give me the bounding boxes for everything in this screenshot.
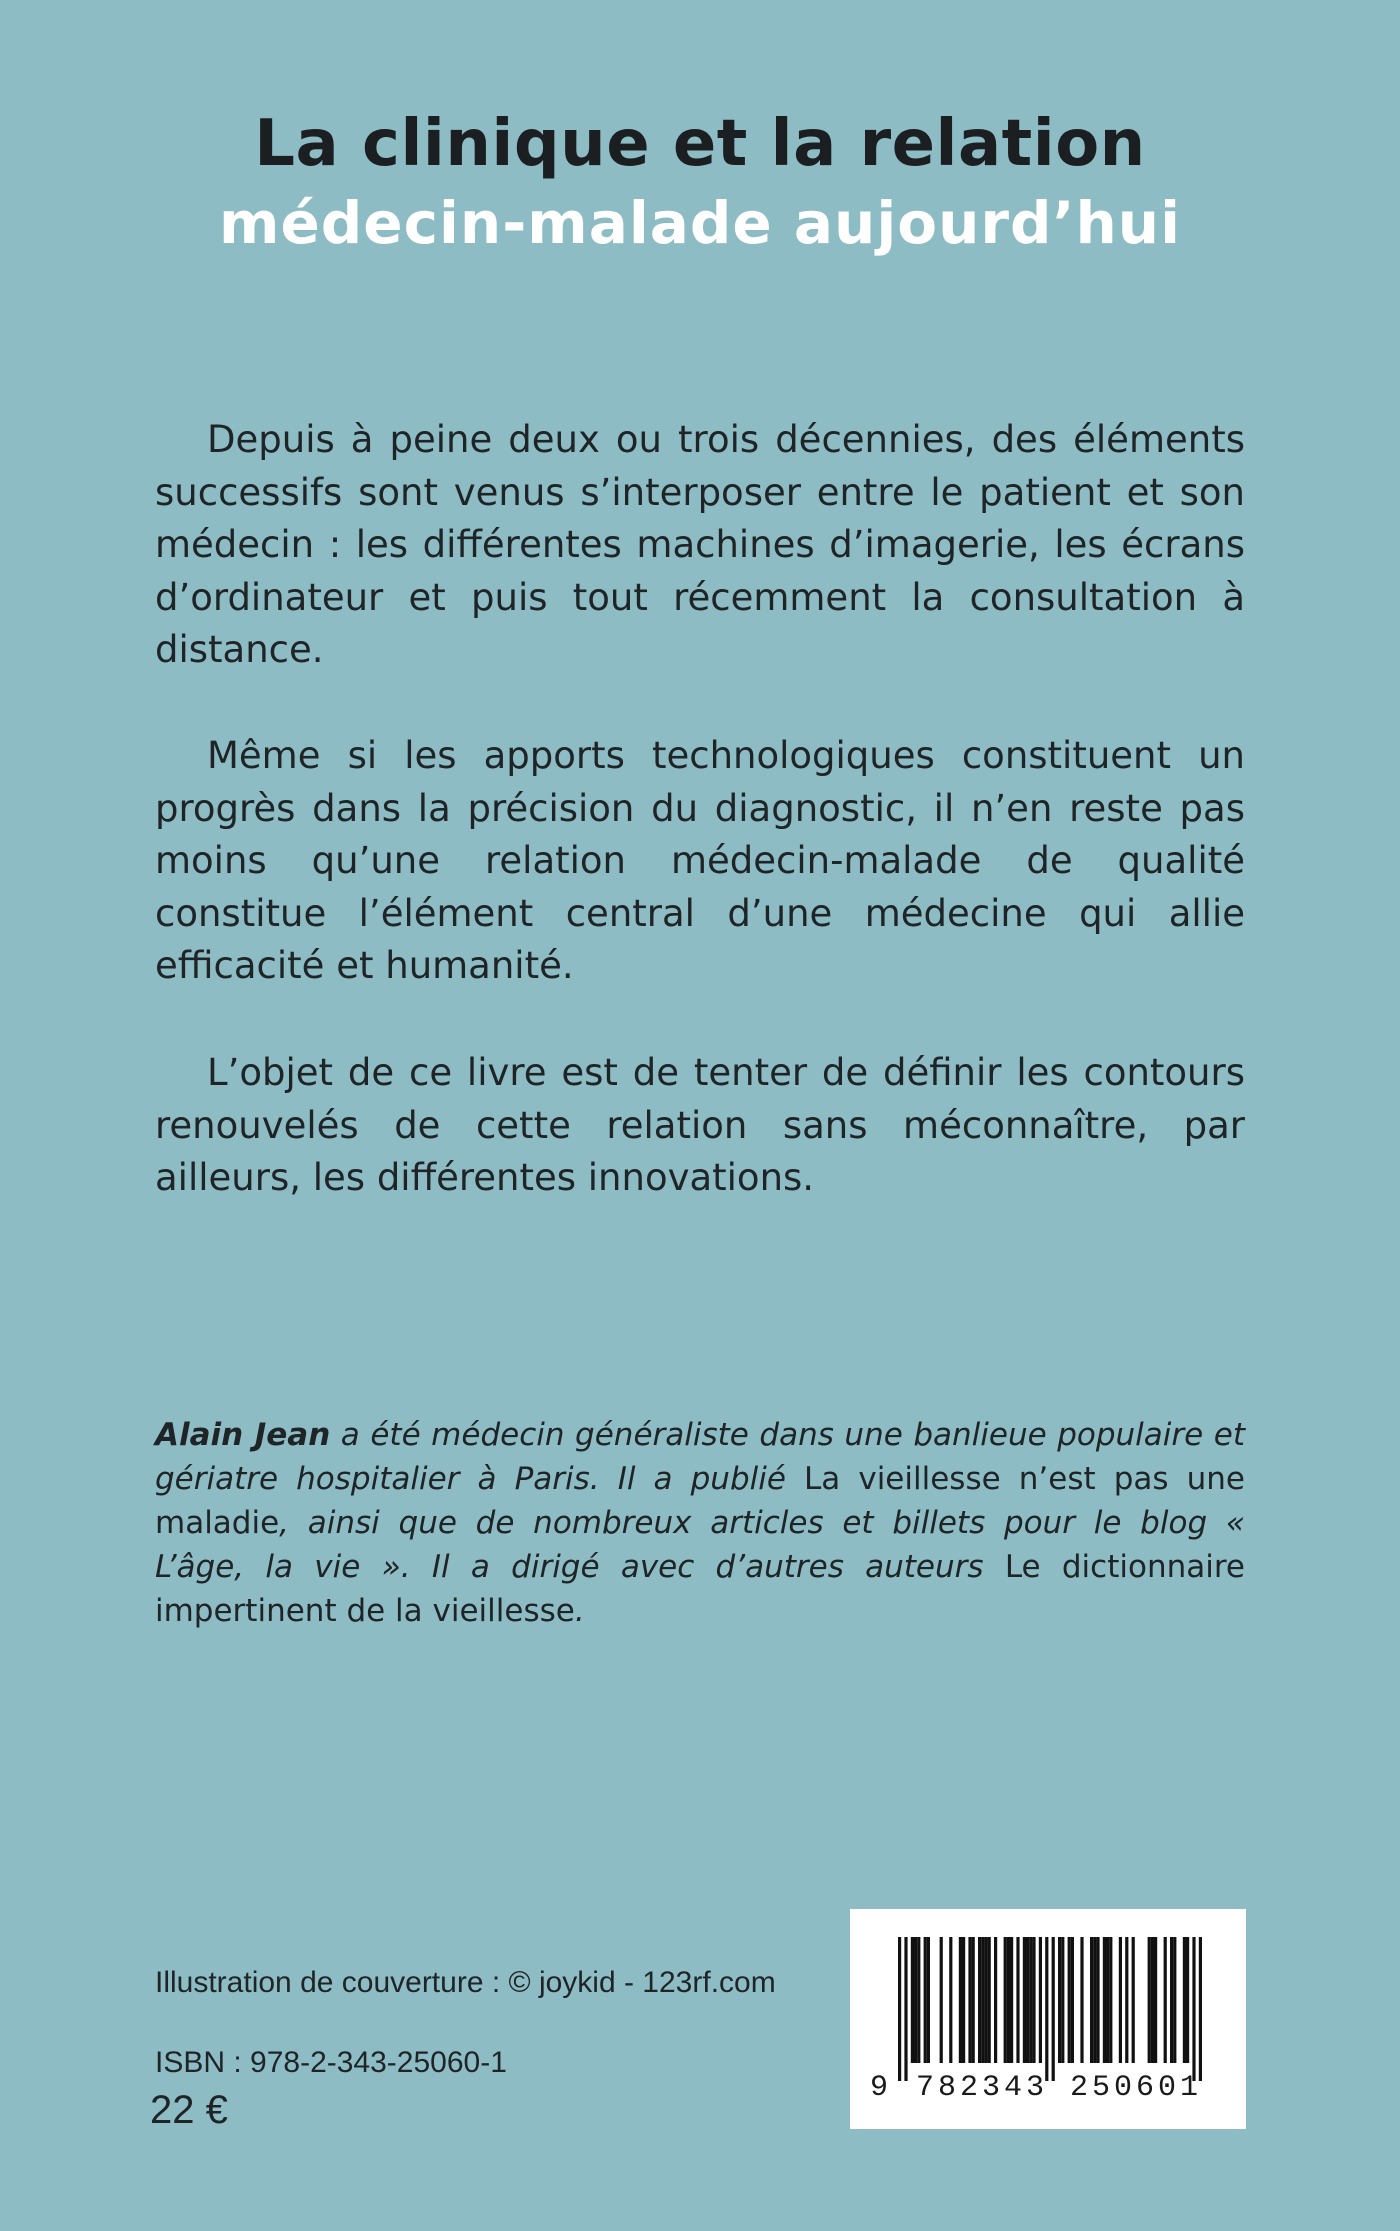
price: 22 € (150, 2088, 228, 2132)
barcode-bar (911, 1937, 914, 2063)
barcode-bar (1039, 1937, 1042, 2063)
barcode-bar (949, 1937, 952, 2063)
barcode-bar (927, 1937, 930, 2063)
author-bio-text-2: , ainsi que de nombreux articles et billets pour le blog « L’âge, la vie ». Il a dirigé avec d’autres auteurs (155, 1505, 1245, 1585)
barcode-bar (1061, 1937, 1064, 2063)
barcode-bar (1192, 1937, 1195, 2081)
barcode-bar (1164, 1937, 1167, 2063)
barcode-bar (914, 1937, 917, 2063)
summary-paragraph-2 (155, 730, 1245, 993)
barcode-bar (1183, 1937, 1186, 2063)
barcode-bar (1016, 1937, 1019, 2063)
barcode-bar (1080, 1937, 1083, 2063)
barcode-bar (1093, 1937, 1096, 2063)
barcode-left-digits: 782343 (916, 2071, 1049, 2105)
barcode-bar (1026, 1937, 1029, 2063)
barcode-bar (1132, 1937, 1135, 2063)
summary-paragraph-3 (155, 1047, 1245, 1205)
barcode-bar (962, 1937, 965, 2063)
barcode-bar (1071, 1937, 1074, 2063)
barcode-bar (1109, 1937, 1112, 2063)
barcode-bar (978, 1937, 981, 2063)
title-line-1: La clinique et la relation (254, 107, 1146, 181)
barcode-bar (1090, 1937, 1093, 2063)
barcode-bar (1010, 1937, 1013, 2063)
isbn: ISBN : 978-2-343-25060-1 (155, 2046, 507, 2079)
barcode-bar (1068, 1937, 1071, 2063)
barcode-bar (904, 1937, 907, 2081)
barcode-bar (1007, 1937, 1010, 2063)
author-bio (155, 1413, 1245, 1633)
summary-text-1: Depuis à peine deux ou trois décennies, des éléments successifs sont venus s’interposer entre le patient et son médecin : les différentes machines d’imagerie, les écrans d’ordinateur et puis tout récemment la consultation à distance. (155, 418, 1245, 671)
barcode-bar (1151, 1937, 1154, 2063)
barcode-bar (1106, 1937, 1109, 2063)
barcode-bar (1096, 1937, 1099, 2063)
barcode-bar (981, 1937, 984, 2063)
barcode-bar (1023, 1937, 1026, 2063)
barcode-bar (1032, 1937, 1035, 2063)
author-bio-text-1: a été médecin généraliste dans une banlieue populaire et gériatre hospitalier à Paris. Il a publié (155, 1417, 1245, 1497)
barcode-bar (1173, 1937, 1176, 2063)
barcode-bar (1004, 1937, 1007, 2063)
barcode-right-digits: 250601 (1070, 2071, 1203, 2105)
barcode-bar (968, 1937, 971, 2063)
author-book-2: Le dictionnaire impertinent de la vieillesse (155, 1549, 1245, 1629)
summary-paragraph-1 (155, 414, 1245, 677)
barcode-bar (959, 1937, 962, 2063)
author-bio-text-3: . (574, 1593, 585, 1629)
barcode-bar (940, 1937, 943, 2063)
barcode-bar (1154, 1937, 1157, 2063)
summary-text-2: Même si les apports technologiques constituent un progrès dans la précision du diagnostic, il n’en reste pas moins qu’une relation médecin-malade de qualité constitue l’élément central d’une médecine qui allie efficacité et humanité. (155, 734, 1245, 987)
barcode-bar (1058, 1937, 1061, 2063)
author-book-1: La vieillesse n’est pas une maladie (155, 1461, 1245, 1541)
title-line-2: médecin-malade aujourd’hui (219, 189, 1181, 257)
barcode-bar (1045, 1937, 1048, 2081)
author-name: Alain Jean (155, 1417, 331, 1453)
barcode-bar (924, 1937, 927, 2063)
book-title (0, 107, 1400, 257)
barcode-bar (1119, 1937, 1122, 2063)
barcode-bar (1103, 1937, 1106, 2063)
barcode-bar (1125, 1937, 1128, 2063)
barcode-bar (1052, 1937, 1055, 2081)
barcode-bar (972, 1937, 975, 2063)
barcode-bar (988, 1937, 991, 2063)
barcode-graphic (850, 1909, 1246, 2129)
barcode-first-digit: 9 (870, 2071, 889, 2105)
barcode-bar (898, 1937, 901, 2081)
barcode-bar (1029, 1937, 1032, 2063)
cover-credit: Illustration de couverture : © joykid - 123rf.com (155, 1966, 776, 1999)
barcode-bars (898, 1937, 1202, 2081)
barcode-bar (1148, 1937, 1151, 2063)
barcode-bar (917, 1937, 920, 2063)
summary-text-3: L’objet de ce livre est de tenter de définir les contours renouvelés de cette relation sans méconnaître, par ailleurs, les différentes innovations. (155, 1051, 1245, 1199)
barcode-bar (994, 1937, 997, 2063)
barcode-bar (984, 1937, 987, 2063)
barcode (850, 1909, 1246, 2129)
barcode-bar (1199, 1937, 1202, 2081)
barcode-bar (1170, 1937, 1173, 2063)
barcode-bar (1186, 1937, 1189, 2063)
